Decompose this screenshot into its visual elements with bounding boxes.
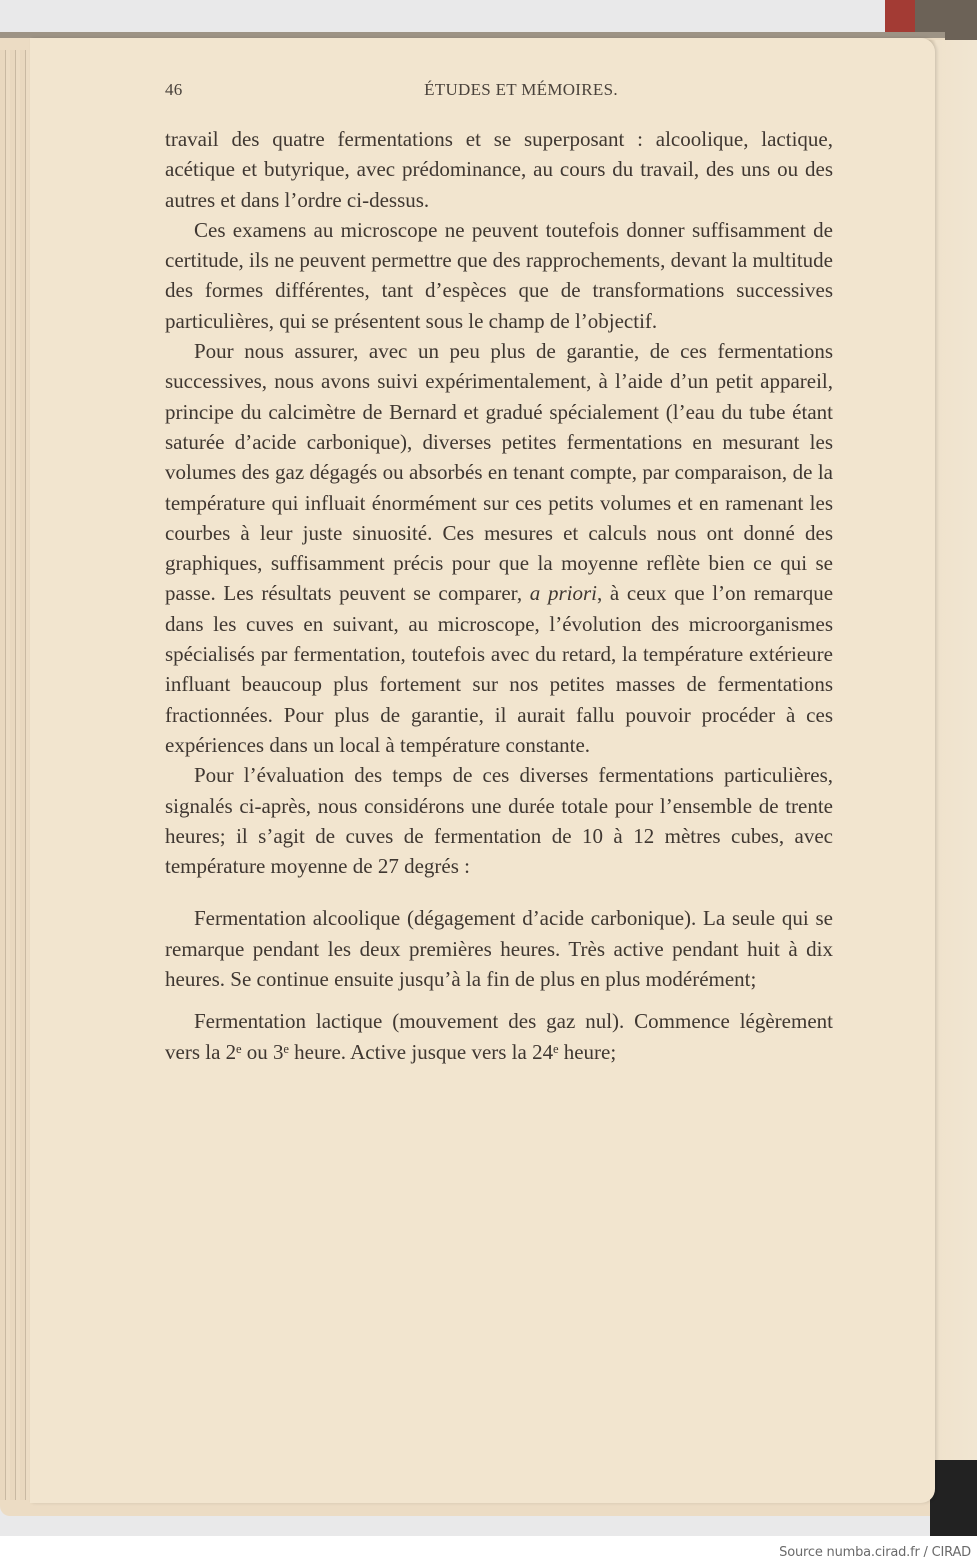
paragraph-lactic-fermentation: Fermentation lactique (mouvement des gaz nul). Commence légèrement vers la 2ᵉ ou 3ᵉ heure. Active jusque vers la 24ᵉ heure;: [165, 1009, 833, 1064]
paragraph-microscope: Ces examens au microscope ne peuvent toutefois donner suffisamment de certitude, ils ne peuvent permettre que des rapprochements, devant la multitude des formes différentes, tant d’espèces que de transformations successives particulières, qui se présentent sous le champ de l’objectif.: [165, 217, 833, 333]
paragraph-continuation: travail des quatre fermentations et se superposant : alcoolique, lactique, acétique et butyrique, avec prédominance, au cours du travail, des uns ou des autres et dans l’ordre ci-dessus.: [165, 127, 833, 212]
source-credit: Source numba.cirad.fr / CIRAD: [779, 1545, 971, 1560]
page-edges-left: [0, 50, 32, 1500]
running-title: ÉTUDES ET MÉMOIRES.: [424, 80, 618, 99]
facing-page-edge: [928, 40, 977, 1470]
page-body-text: [165, 124, 833, 1067]
paragraph-alcoholic-fermentation: Fermentation alcoolique (dégagement d’acide carbonique). La seule qui se remarque pendant les deux premières heures. Très active pendant huit à dix heures. Se continue ensuite jusqu’à la fin de plus en plus modérément;: [165, 906, 833, 992]
running-header: [165, 80, 877, 106]
paragraph-evaluation: Pour l’évaluation des temps de ces diverses fermentations particulières, signalés ci-après, nous considérons une durée totale pour l’ensemble de trente heures; il s’agit de cuves de fermentation de 10 à 12 mètres cubes, avec température moyenne de 27 degrés :: [165, 763, 833, 879]
page-number: 46: [165, 80, 183, 99]
paragraph-experiment-text: Pour nous assurer, avec un peu plus de garantie, de ces fermentations successives, nous avons suivi expérimentalement, à l’aide d’un petit appareil, principe du calcimètre de Bernard et gradué spécialement (l’eau du tube étant saturée d’acide carbonique), diverses petites fermentations en mesurant les volumes des gaz dégagés ou absorbés en tenant compte, par comparaison, de la température qui influait énormément sur ces petits volumes et en ramenant les courbes à leur juste sinuosité. Ces mesures et calculs nous ont donné des graphiques, suffisamment précis pour que la moyenne reflète bien ce qui se passe. Les résultats peuvent se comparer,: [165, 339, 833, 606]
paragraph-experiment: [165, 336, 833, 760]
book-cover-edge-bottom: [930, 1460, 977, 1536]
paragraph-experiment-tail: , à ceux que l’on remarque dans les cuves en suivant, au microscope, l’évolution des microorganismes spécialisés par fermentation, toutefois avec du retard, la température extérieure influant beaucoup plus fortement sur nos petites masses de fermentations fractionnées. Pour plus de garantie, il aurait fallu pouvoir procéder à ces expériences dans un local à température constante.: [165, 581, 834, 757]
italic-a-priori: a priori: [529, 581, 597, 606]
